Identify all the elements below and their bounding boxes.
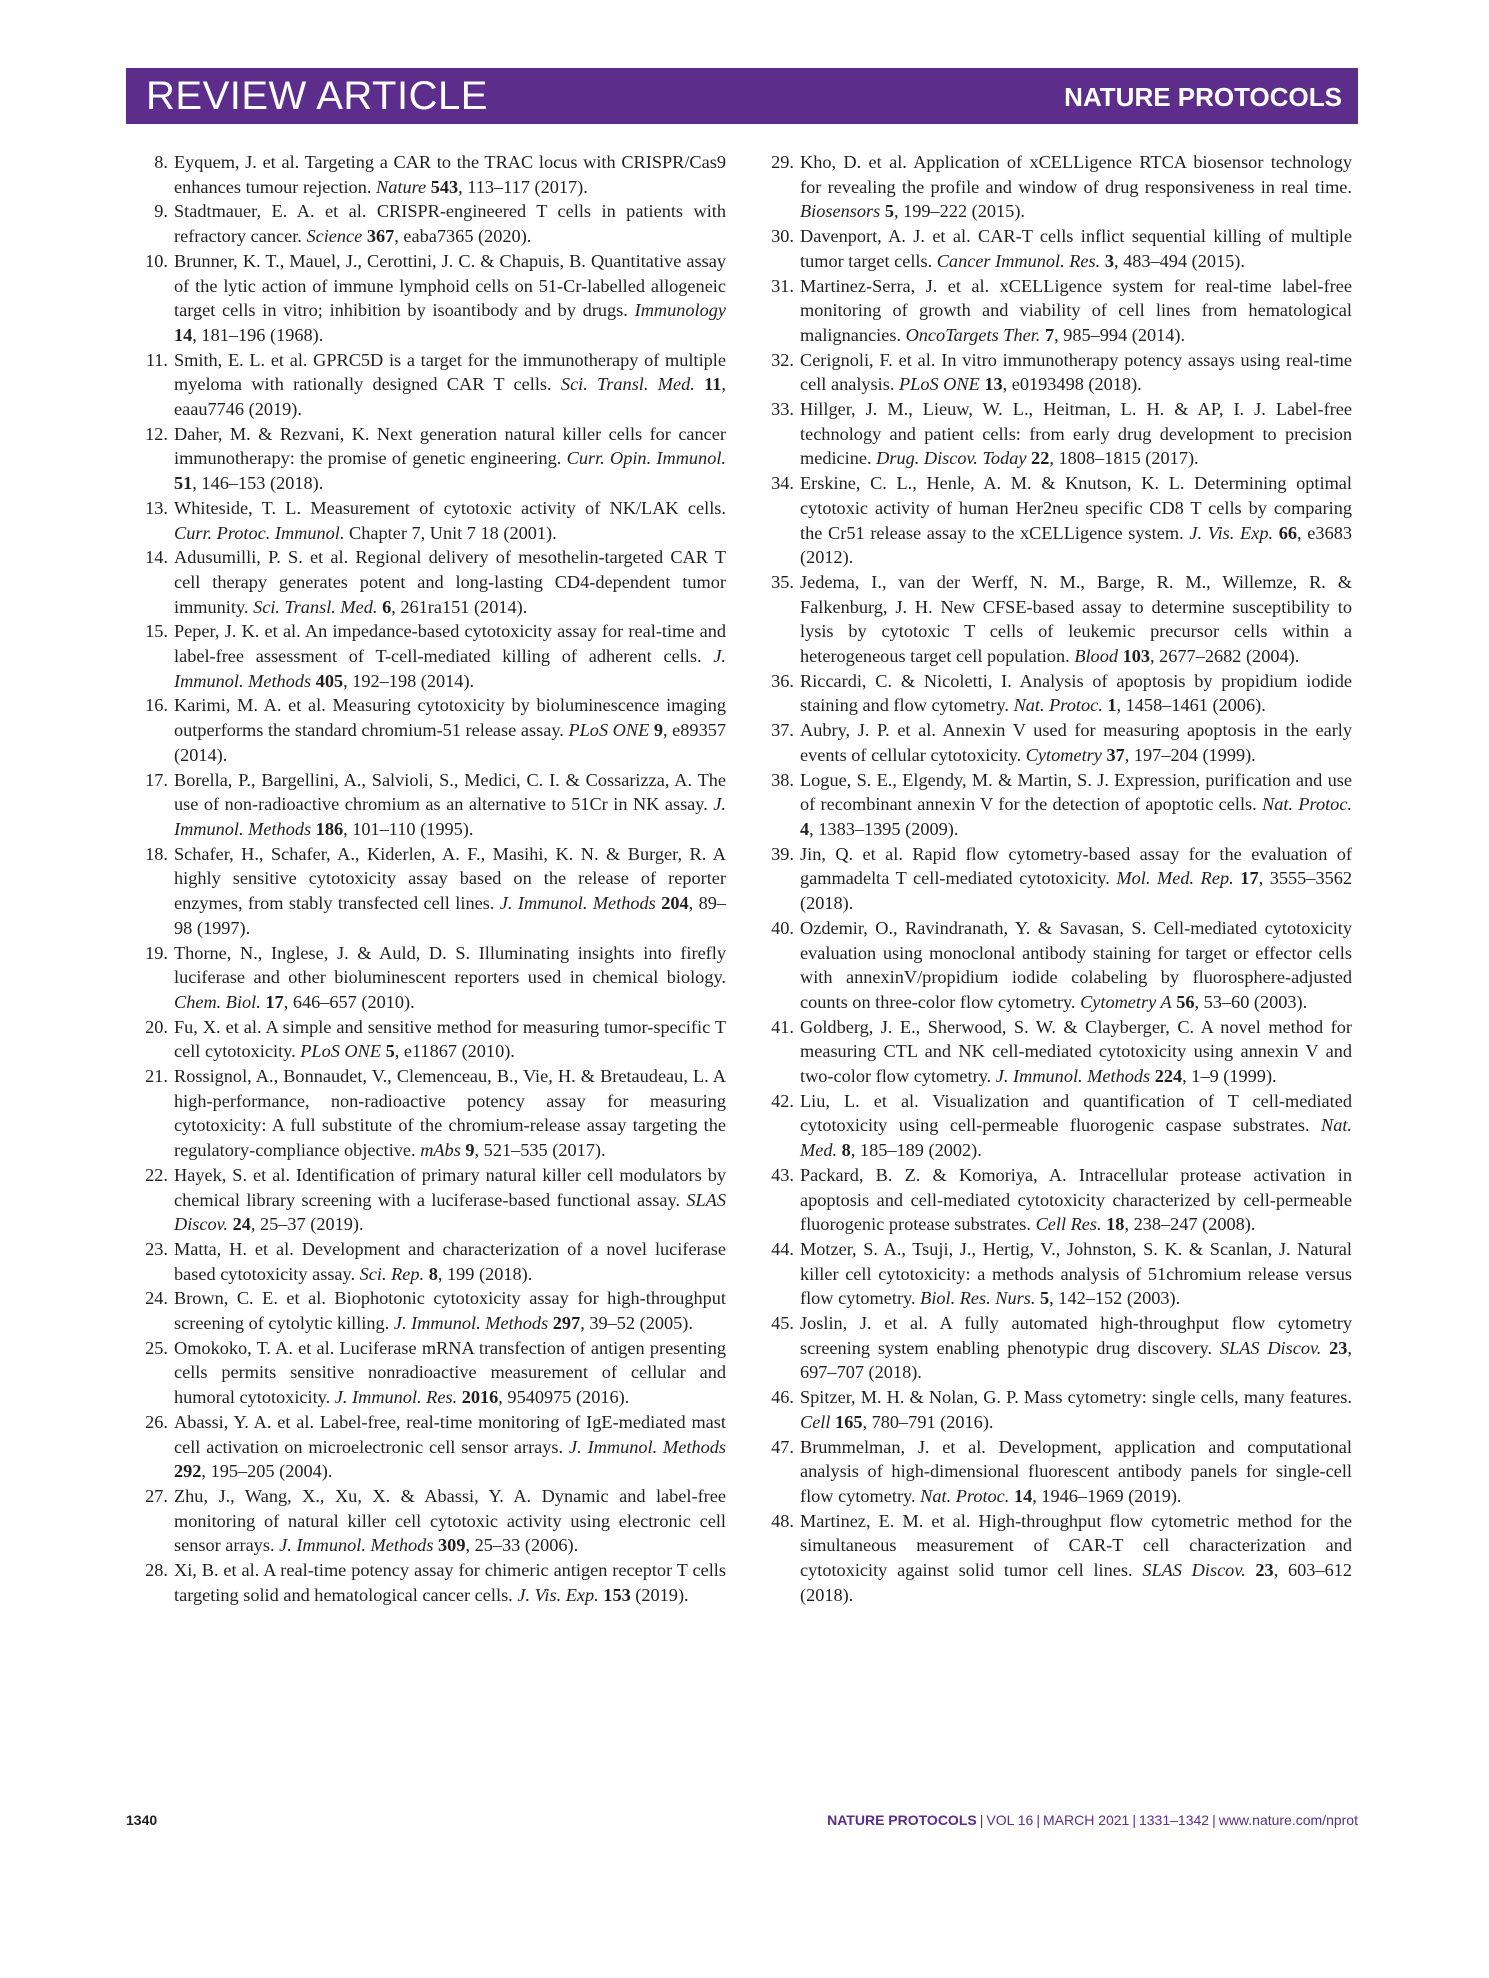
reference-number: 32 .	[762, 348, 794, 373]
reference-volume: 17	[265, 991, 284, 1012]
reference-number: 40 .	[762, 916, 794, 941]
reference-journal: Curr. Protoc. Immunol.	[174, 522, 345, 543]
reference-item	[762, 1015, 1352, 1089]
reference-item	[762, 397, 1352, 471]
reference-volume: 11	[704, 374, 722, 395]
footer-volume: VOL 16	[986, 1812, 1034, 1828]
reference-item	[136, 941, 726, 1015]
reference-number: 25 .	[136, 1336, 168, 1361]
reference-item	[136, 199, 726, 248]
reference-pages: , e3683 (2012).	[800, 522, 1352, 568]
reference-item	[136, 768, 726, 842]
reference-journal: PLoS ONE	[899, 374, 980, 395]
reference-pages: , 25–37 (2019).	[250, 1214, 364, 1235]
reference-item	[136, 1015, 726, 1064]
reference-item	[136, 842, 726, 941]
reference-pages: , 603–612 (2018).	[800, 1560, 1352, 1605]
reference-authors-title: Aubry, J. P. et al. Annexin V used for measuring apoptosis in the early events of cellular cytotoxicity.	[800, 720, 1352, 765]
reference-authors-title: Rossignol, A., Bonnaudet, V., Clemenceau, B., Vie, H. & Bretaudeau, L. A high-performance, non-radioactive potency assay for measuring cytotoxicity: A full substitute of the chromium-release assay targeting the regulatory-compliance objective.	[174, 1066, 726, 1161]
reference-number: 44 .	[762, 1237, 794, 1262]
reference-volume: 17	[1240, 868, 1259, 889]
reference-item	[136, 150, 726, 199]
reference-authors-title: Omokoko, T. A. et al. Luciferase mRNA transfection of antigen presenting cells permits sensitive nonradioactive measurement of cellular and humoral cytotoxicity.	[174, 1337, 726, 1408]
reference-pages: , 1946–1969 (2019).	[1032, 1485, 1182, 1506]
reference-pages: , 199–222 (2015).	[893, 201, 1025, 222]
reference-item	[762, 1385, 1352, 1434]
reference-number: 39 .	[762, 842, 794, 867]
reference-authors-title: Peper, J. K. et al. An impedance-based cytotoxicity assay for real-time and label-free assessment of T-cell-mediated killing of adherent cells.	[174, 621, 726, 667]
reference-authors-title: Ozdemir, O., Ravindranath, Y. & Savasan, S. Cell-mediated cytotoxicity evaluation using monoclonal antibody staining for target or effector cells with annexinV/propidium iodide colabeling by fluorosphere-adjusted counts on three-color flow cytometry.	[800, 917, 1352, 1012]
reference-number: 30 .	[762, 224, 794, 249]
reference-journal: mAbs	[420, 1140, 461, 1161]
reference-item	[136, 496, 726, 545]
reference-volume: 23	[1329, 1337, 1348, 1358]
reference-pages: , 2677–2682 (2004).	[1149, 646, 1300, 667]
reference-volume: 9	[465, 1140, 475, 1161]
reference-number: 15 .	[136, 619, 168, 644]
journal-label: NATURE PROTOCOLS	[1064, 82, 1342, 112]
reference-volume: 297	[552, 1313, 581, 1334]
reference-pages: , 53–60 (2003).	[1194, 991, 1308, 1012]
reference-item	[136, 249, 726, 348]
reference-pages: , 646–657 (2010).	[283, 991, 415, 1012]
reference-item	[762, 669, 1352, 718]
reference-journal: Nat. Protoc.	[920, 1485, 1010, 1506]
reference-item	[136, 422, 726, 496]
reference-pages: , 101–110 (1995).	[343, 818, 474, 839]
reference-journal: J. Immunol. Methods	[393, 1313, 549, 1334]
reference-authors-title: Brunner, K. T., Mauel, J., Cerottini, J. C. & Chapuis, B. Quantitative assay of the lytic action of immune lymphoid cells on 51-Cr-labelled allogeneic target cells in vitro; inhibition by isoantibody and by drugs.	[174, 250, 726, 321]
reference-number: 9 .	[136, 199, 168, 224]
reference-item	[762, 1163, 1352, 1237]
reference-authors-title: Zhu, J., Wang, X., Xu, X. & Abassi, Y. A. Dynamic and label-free monitoring of natural killer cell cytotoxic activity using electronic cell sensor arrays.	[174, 1485, 726, 1556]
reference-item	[136, 1336, 726, 1410]
reference-authors-title: Jedema, I., van der Werff, N. M., Barge, R. M., Willemze, R. & Falkenburg, J. H. New CFSE-based assay to determine susceptibility to lysis by cytotoxic T cells of leukemic precursor cells within a heterogeneous target cell population.	[800, 571, 1352, 667]
reference-number: 43 .	[762, 1163, 794, 1188]
reference-journal: J. Immunol. Methods	[174, 646, 726, 691]
reference-volume: 23	[1255, 1560, 1274, 1581]
reference-item	[136, 1064, 726, 1163]
reference-number: 47 .	[762, 1435, 794, 1460]
reference-pages: , 195–205 (2004).	[201, 1461, 333, 1482]
reference-journal: PLoS ONE	[300, 1041, 381, 1062]
reference-authors-title: Jin, Q. et al. Rapid flow cytometry-based assay for the evaluation of gammadelta T cell-mediated cytotoxicity.	[800, 843, 1352, 889]
reference-volume: 292	[174, 1461, 202, 1482]
reference-volume: 1	[1107, 695, 1117, 716]
reference-pages: , 192–198 (2014).	[343, 670, 475, 691]
reference-authors-title: Fu, X. et al. A simple and sensitive method for measuring tumor-specific T cell cytotoxicity.	[174, 1016, 726, 1062]
reference-authors-title: Matta, H. et al. Development and characterization of a novel luciferase based cytotoxicity assay.	[174, 1238, 726, 1284]
page-number: 1340	[126, 1812, 158, 1828]
reference-pages: , 1–9 (1999).	[1182, 1066, 1277, 1087]
reference-journal: OncoTargets Ther.	[905, 324, 1041, 345]
reference-authors-title: Thorne, N., Inglese, J. & Auld, D. S. Illuminating insights into firefly luciferase and other bioluminescent reporters used in chemical biology.	[174, 942, 726, 988]
reference-journal: Cell	[800, 1411, 831, 1432]
reference-volume: 18	[1106, 1214, 1125, 1235]
reference-journal: Nature	[376, 176, 427, 197]
reference-number: 19 .	[136, 941, 168, 966]
reference-volume: 4	[800, 818, 810, 839]
reference-pages: , 521–535 (2017).	[474, 1140, 606, 1161]
reference-pages: , 89–98 (1997).	[174, 893, 726, 938]
reference-pages: , eaau7746 (2019).	[174, 374, 726, 420]
reference-authors-title: Logue, S. E., Elgendy, M. & Martin, S. J. Expression, purification and use of recombinant annexin V for the detection of apoptotic cells.	[800, 769, 1352, 815]
reference-journal: Science	[306, 226, 363, 247]
reference-number: 38 .	[762, 768, 794, 793]
reference-volume: 153	[603, 1584, 631, 1605]
reference-number: 8 .	[136, 150, 168, 175]
reference-number: 41 .	[762, 1015, 794, 1040]
section-label: REVIEW ARTICLE	[146, 74, 488, 118]
reference-volume: 14	[174, 324, 193, 345]
reference-pages: Chapter 7, Unit 7 18 (2001).	[344, 522, 557, 543]
reference-item	[762, 1509, 1352, 1608]
reference-authors-title: Stadtmauer, E. A. et al. CRISPR-engineered T cells in patients with refractory cancer.	[174, 201, 726, 247]
reference-authors-title: Cerignoli, F. et al. In vitro immunotherapy potency assays using real-time cell analysis.	[800, 349, 1352, 395]
reference-number: 42 .	[762, 1089, 794, 1114]
reference-journal: Nat. Protoc.	[1013, 695, 1103, 716]
reference-pages: , 142–152 (2003).	[1049, 1288, 1181, 1309]
reference-volume: 543	[430, 176, 459, 197]
reference-number: 45 .	[762, 1311, 794, 1336]
reference-volume: 2016	[461, 1387, 499, 1408]
reference-pages: , e89357 (2014).	[174, 720, 726, 765]
reference-number: 17 .	[136, 768, 168, 793]
reference-number: 16 .	[136, 693, 168, 718]
reference-pages: , 185–189 (2002).	[850, 1140, 982, 1161]
reference-number: 26 .	[136, 1410, 168, 1435]
reference-number: 46 .	[762, 1385, 794, 1410]
reference-number: 20 .	[136, 1015, 168, 1040]
reference-volume: 186	[315, 818, 344, 839]
reference-pages: , 483–494 (2015).	[1113, 250, 1245, 271]
reference-pages: , eaba7365 (2020).	[394, 226, 532, 247]
reference-number: 35 .	[762, 570, 794, 595]
reference-authors-title: Martinez-Serra, J. et al. xCELLigence system for real-time label-free monitoring of growth and viability of cell lines from hematological malignancies.	[800, 275, 1352, 345]
reference-volume: 5	[884, 201, 894, 222]
reference-item	[762, 150, 1352, 224]
reference-number: 22 .	[136, 1163, 168, 1188]
reference-authors-title: Martinez, E. M. et al. High-throughput flow cytometric method for the simultaneous measurement of CAR-T cell characterization and cytotoxicity against solid tumor cell lines.	[800, 1510, 1352, 1581]
reference-item	[136, 348, 726, 422]
reference-authors-title: Hayek, S. et al. Identification of primary natural killer cell modulators by chemical library screening with a luciferase-based functional assay.	[174, 1164, 726, 1210]
reference-journal: J. Immunol. Methods	[499, 893, 656, 914]
reference-authors-title: Hillger, J. M., Lieuw, W. L., Heitman, L. H. & AP, I. J. Label-free technology and patient cells: from early drug development to precision medicine.	[800, 399, 1352, 469]
reference-volume: 56	[1176, 991, 1195, 1012]
reference-item	[136, 1410, 726, 1484]
reference-volume: 37	[1106, 744, 1125, 765]
reference-journal: J. Vis. Exp.	[517, 1584, 599, 1605]
reference-number: 37 .	[762, 718, 794, 743]
reference-journal: Blood	[1074, 646, 1118, 667]
reference-volume: 5	[385, 1041, 395, 1062]
reference-authors-title: Goldberg, J. E., Sherwood, S. W. & Clayberger, C. A novel method for measuring CTL and NK cell-mediated cytotoxicity using annexin V and two-color flow cytometry.	[800, 1016, 1352, 1087]
reference-authors-title: Brummelman, J. et al. Development, application and computational analysis of high-dimensional fluorescent antibody panels for single-cell flow cytometry.	[800, 1436, 1352, 1506]
reference-authors-title: Packard, B. Z. & Komoriya, A. Intracellular protease activation in apoptosis and cell-mediated cytotoxicity characterized by cell-permeable fluorogenic protease substrates.	[800, 1164, 1352, 1235]
reference-journal: J. Immunol. Methods	[279, 1535, 434, 1556]
reference-volume: 66	[1278, 522, 1298, 543]
reference-number: 31 .	[762, 274, 794, 299]
reference-pages: , 1808–1815 (2017).	[1049, 448, 1199, 469]
reference-number: 27 .	[136, 1484, 168, 1509]
reference-pages: , 146–153 (2018).	[192, 473, 324, 494]
reference-journal: Drug. Discov. Today	[876, 448, 1027, 469]
reference-number: 48 .	[762, 1509, 794, 1534]
reference-authors-title: Brown, C. E. et al. Biophotonic cytotoxicity assay for high-throughput screening of cytolytic killing.	[174, 1288, 726, 1334]
reference-journal: J. Immunol. Res.	[334, 1387, 458, 1408]
reference-pages: , 261ra151 (2014).	[391, 596, 528, 617]
references-left-column	[136, 150, 726, 1607]
reference-pages: , e0193498 (2018).	[1002, 374, 1142, 395]
reference-item	[762, 471, 1352, 570]
reference-item	[762, 570, 1352, 669]
reference-journal: Cell Res.	[1035, 1214, 1102, 1235]
header-bar	[126, 68, 1358, 124]
reference-item	[762, 768, 1352, 842]
reference-authors-title: Schafer, H., Schafer, A., Kiderlen, A. F., Masihi, K. N. & Burger, R. A highly sensitive cytotoxicity assay based on the release of reporter enzymes, from stably transfected cell lines.	[174, 843, 726, 914]
reference-number: 34 .	[762, 471, 794, 496]
reference-journal: Chem. Biol.	[174, 991, 261, 1012]
reference-volume: 165	[835, 1411, 863, 1432]
reference-number: 23 .	[136, 1237, 168, 1262]
reference-authors-title: Borella, P., Bargellini, A., Salvioli, S., Medici, C. I. & Cossarizza, A. The use of non-radioactive chromium as an alternative to 51Cr in NK assay.	[174, 769, 726, 815]
reference-volume: 7	[1044, 324, 1055, 345]
reference-journal: Sci. Rep.	[359, 1263, 425, 1284]
reference-volume: 309	[438, 1535, 466, 1556]
reference-item	[136, 1286, 726, 1335]
reference-volume: 8	[428, 1263, 438, 1284]
reference-pages: , 199 (2018).	[437, 1263, 533, 1284]
reference-journal: Immunology	[634, 300, 726, 321]
reference-volume: 224	[1154, 1066, 1183, 1087]
reference-item	[762, 842, 1352, 916]
reference-pages: , e11867 (2010).	[394, 1041, 515, 1062]
reference-item	[136, 1484, 726, 1558]
reference-volume: 24	[232, 1214, 251, 1235]
reference-pages: , 9540975 (2016).	[498, 1387, 630, 1408]
reference-item	[762, 1237, 1352, 1311]
reference-volume: 405	[315, 670, 344, 691]
reference-journal: Biosensors	[800, 201, 881, 222]
reference-journal: Curr. Opin. Immunol.	[566, 448, 726, 469]
reference-authors-title: Liu, L. et al. Visualization and quantification of T cell-mediated cytotoxicity using cell-permeable fluorogenic caspase substrates.	[800, 1090, 1352, 1136]
reference-number: 12 .	[136, 422, 168, 447]
reference-item	[762, 1089, 1352, 1163]
footer-citation: NATURE PROTOCOLS | VOL 16 | MARCH 2021 | 1331–1342 | www.nature.com/nprot	[827, 1812, 1358, 1828]
reference-journal: Cytometry	[1025, 744, 1102, 765]
reference-pages: , 1383–1395 (2009).	[809, 818, 959, 839]
reference-pages: , 780–791 (2016).	[862, 1411, 994, 1432]
reference-journal: J. Immunol. Methods	[995, 1066, 1151, 1087]
reference-pages: , 238–247 (2008).	[1124, 1214, 1256, 1235]
reference-volume: 14	[1013, 1485, 1033, 1506]
reference-number: 21 .	[136, 1064, 168, 1089]
reference-authors-title: Motzer, S. A., Tsuji, J., Hertig, V., Johnston, S. K. & Scanlan, J. Natural killer cell cytotoxicity: a methods analysis of 51chromium release versus flow cytometry.	[800, 1238, 1352, 1309]
reference-number: 14 .	[136, 545, 168, 570]
reference-pages: , 3555–3562 (2018).	[800, 868, 1353, 914]
reference-number: 36 .	[762, 669, 794, 694]
reference-volume: 8	[841, 1140, 851, 1161]
reference-pages: , 39–52 (2005).	[580, 1313, 693, 1334]
reference-authors-title: Davenport, A. J. et al. CAR-T cells inflict sequential killing of multiple tumor target cells.	[800, 226, 1352, 271]
reference-number: 13 .	[136, 496, 168, 521]
reference-number: 10 .	[136, 249, 168, 274]
reference-pages: , 1458–1461 (2006).	[1116, 695, 1266, 716]
reference-pages: , 113–117 (2017).	[458, 176, 588, 197]
reference-number: 28 .	[136, 1558, 168, 1583]
reference-volume: 367	[366, 226, 395, 247]
reference-volume: 3	[1104, 250, 1114, 271]
reference-journal: Nat. Med.	[800, 1115, 1352, 1161]
footer-url[interactable]: www.nature.com/nprot	[1218, 1812, 1358, 1828]
reference-item	[136, 1237, 726, 1286]
reference-item	[136, 545, 726, 619]
reference-item	[136, 693, 726, 767]
reference-authors-title: Eyquem, J. et al. Targeting a CAR to the TRAC locus with CRISPR/Cas9 enhances tumour rejection.	[174, 152, 726, 197]
reference-pages: , 25–33 (2006).	[465, 1535, 579, 1556]
reference-item	[762, 718, 1352, 767]
reference-number: 24 .	[136, 1286, 168, 1311]
reference-item	[136, 619, 726, 693]
reference-volume: 13	[984, 374, 1003, 395]
reference-journal: PLoS ONE	[568, 720, 650, 741]
reference-item	[136, 1163, 726, 1237]
reference-volume: 22	[1031, 448, 1050, 469]
reference-journal: Sci. Transl. Med.	[253, 596, 378, 617]
reference-pages: (2019).	[630, 1584, 689, 1605]
reference-authors-title: Spitzer, M. H. & Nolan, G. P. Mass cytometry: single cells, many features.	[800, 1387, 1352, 1408]
footer-journal: NATURE PROTOCOLS	[827, 1812, 977, 1828]
reference-journal: Biol. Res. Nurs.	[920, 1288, 1036, 1309]
reference-number: 11 .	[136, 348, 168, 373]
reference-authors-title: Adusumilli, P. S. et al. Regional delivery of mesothelin-targeted CAR T cell therapy generates potent and long-lasting CD4-dependent tumor immunity.	[174, 547, 726, 617]
reference-journal: Cytometry A	[1080, 991, 1172, 1012]
reference-journal: SLAS Discov.	[1142, 1560, 1246, 1581]
reference-pages: , 697–707 (2018).	[800, 1337, 1352, 1383]
reference-journal: Sci. Transl. Med.	[560, 374, 695, 395]
reference-journal: Cancer Immunol. Res.	[936, 250, 1101, 271]
reference-authors-title: Kho, D. et al. Application of xCELLigence RTCA biosensor technology for revealing the profile and window of drug responsiveness in real time.	[800, 152, 1352, 197]
reference-journal: SLAS Discov.	[174, 1189, 726, 1235]
reference-item	[762, 1435, 1352, 1509]
reference-number: 18 .	[136, 842, 168, 867]
reference-pages: , 985–994 (2014).	[1054, 324, 1186, 345]
reference-journal: J. Vis. Exp.	[1189, 522, 1274, 543]
reference-authors-title: Whiteside, T. L. Measurement of cytotoxic activity of NK/LAK cells.	[174, 497, 726, 518]
footer-date: MARCH 2021	[1042, 1812, 1130, 1828]
reference-volume: 103	[1122, 646, 1150, 667]
reference-pages: , 181–196 (1968).	[192, 324, 324, 345]
reference-authors-title: Xi, B. et al. A real-time potency assay for chimeric antigen receptor T cells targeting solid and hematological cancer cells.	[174, 1560, 726, 1605]
reference-volume: 51	[174, 473, 193, 494]
reference-item	[762, 224, 1352, 273]
reference-authors-title: Erskine, C. L., Henle, A. M. & Knutson, K. L. Determining optimal cytotoxic activity of human Her2neu specific CD8 T cells by comparing the Cr51 release assay to the xCELLigence system.	[800, 473, 1352, 543]
reference-authors-title: Smith, E. L. et al. GPRC5D is a target for the immunotherapy of multiple myeloma with rationally designed CAR T cells.	[174, 349, 726, 395]
footer-pages: 1331–1342	[1138, 1812, 1210, 1828]
reference-authors-title: Karimi, M. A. et al. Measuring cytotoxicity by bioluminescence imaging outperforms the standard chromium-51 release assay.	[174, 695, 726, 741]
reference-volume: 9	[653, 720, 663, 741]
reference-volume: 204	[661, 893, 689, 914]
reference-journal: J. Immunol. Methods	[174, 794, 726, 839]
reference-item	[762, 1311, 1352, 1385]
reference-journal: Mol. Med. Rep.	[1116, 868, 1234, 889]
reference-item	[762, 348, 1352, 397]
references-right-column	[762, 150, 1352, 1607]
reference-volume: 5	[1040, 1288, 1050, 1309]
reference-journal: SLAS Discov.	[1219, 1337, 1322, 1358]
reference-authors-title: Joslin, J. et al. A fully automated high-throughput flow cytometry screening system enabling phenotypic drug discovery.	[800, 1313, 1352, 1358]
reference-number: 33 .	[762, 397, 794, 422]
reference-item	[762, 916, 1352, 1015]
reference-authors-title: Daher, M. & Rezvani, K. Next generation natural killer cells for cancer immunotherapy: the promise of genetic engineering.	[174, 423, 726, 469]
reference-journal: Nat. Protoc.	[1262, 794, 1352, 815]
reference-number: 29 .	[762, 150, 794, 175]
reference-authors-title: Riccardi, C. & Nicoletti, I. Analysis of apoptosis by propidium iodide staining and flow cytometry.	[800, 670, 1352, 716]
reference-item	[136, 1558, 726, 1607]
reference-item	[762, 274, 1352, 348]
reference-journal: J. Immunol. Methods	[569, 1436, 726, 1457]
reference-authors-title: Abassi, Y. A. et al. Label-free, real-time monitoring of IgE-mediated mast cell activation on microelectronic cell sensor arrays.	[174, 1411, 726, 1457]
reference-pages: , 197–204 (1999).	[1124, 744, 1256, 765]
reference-volume: 6	[382, 596, 392, 617]
